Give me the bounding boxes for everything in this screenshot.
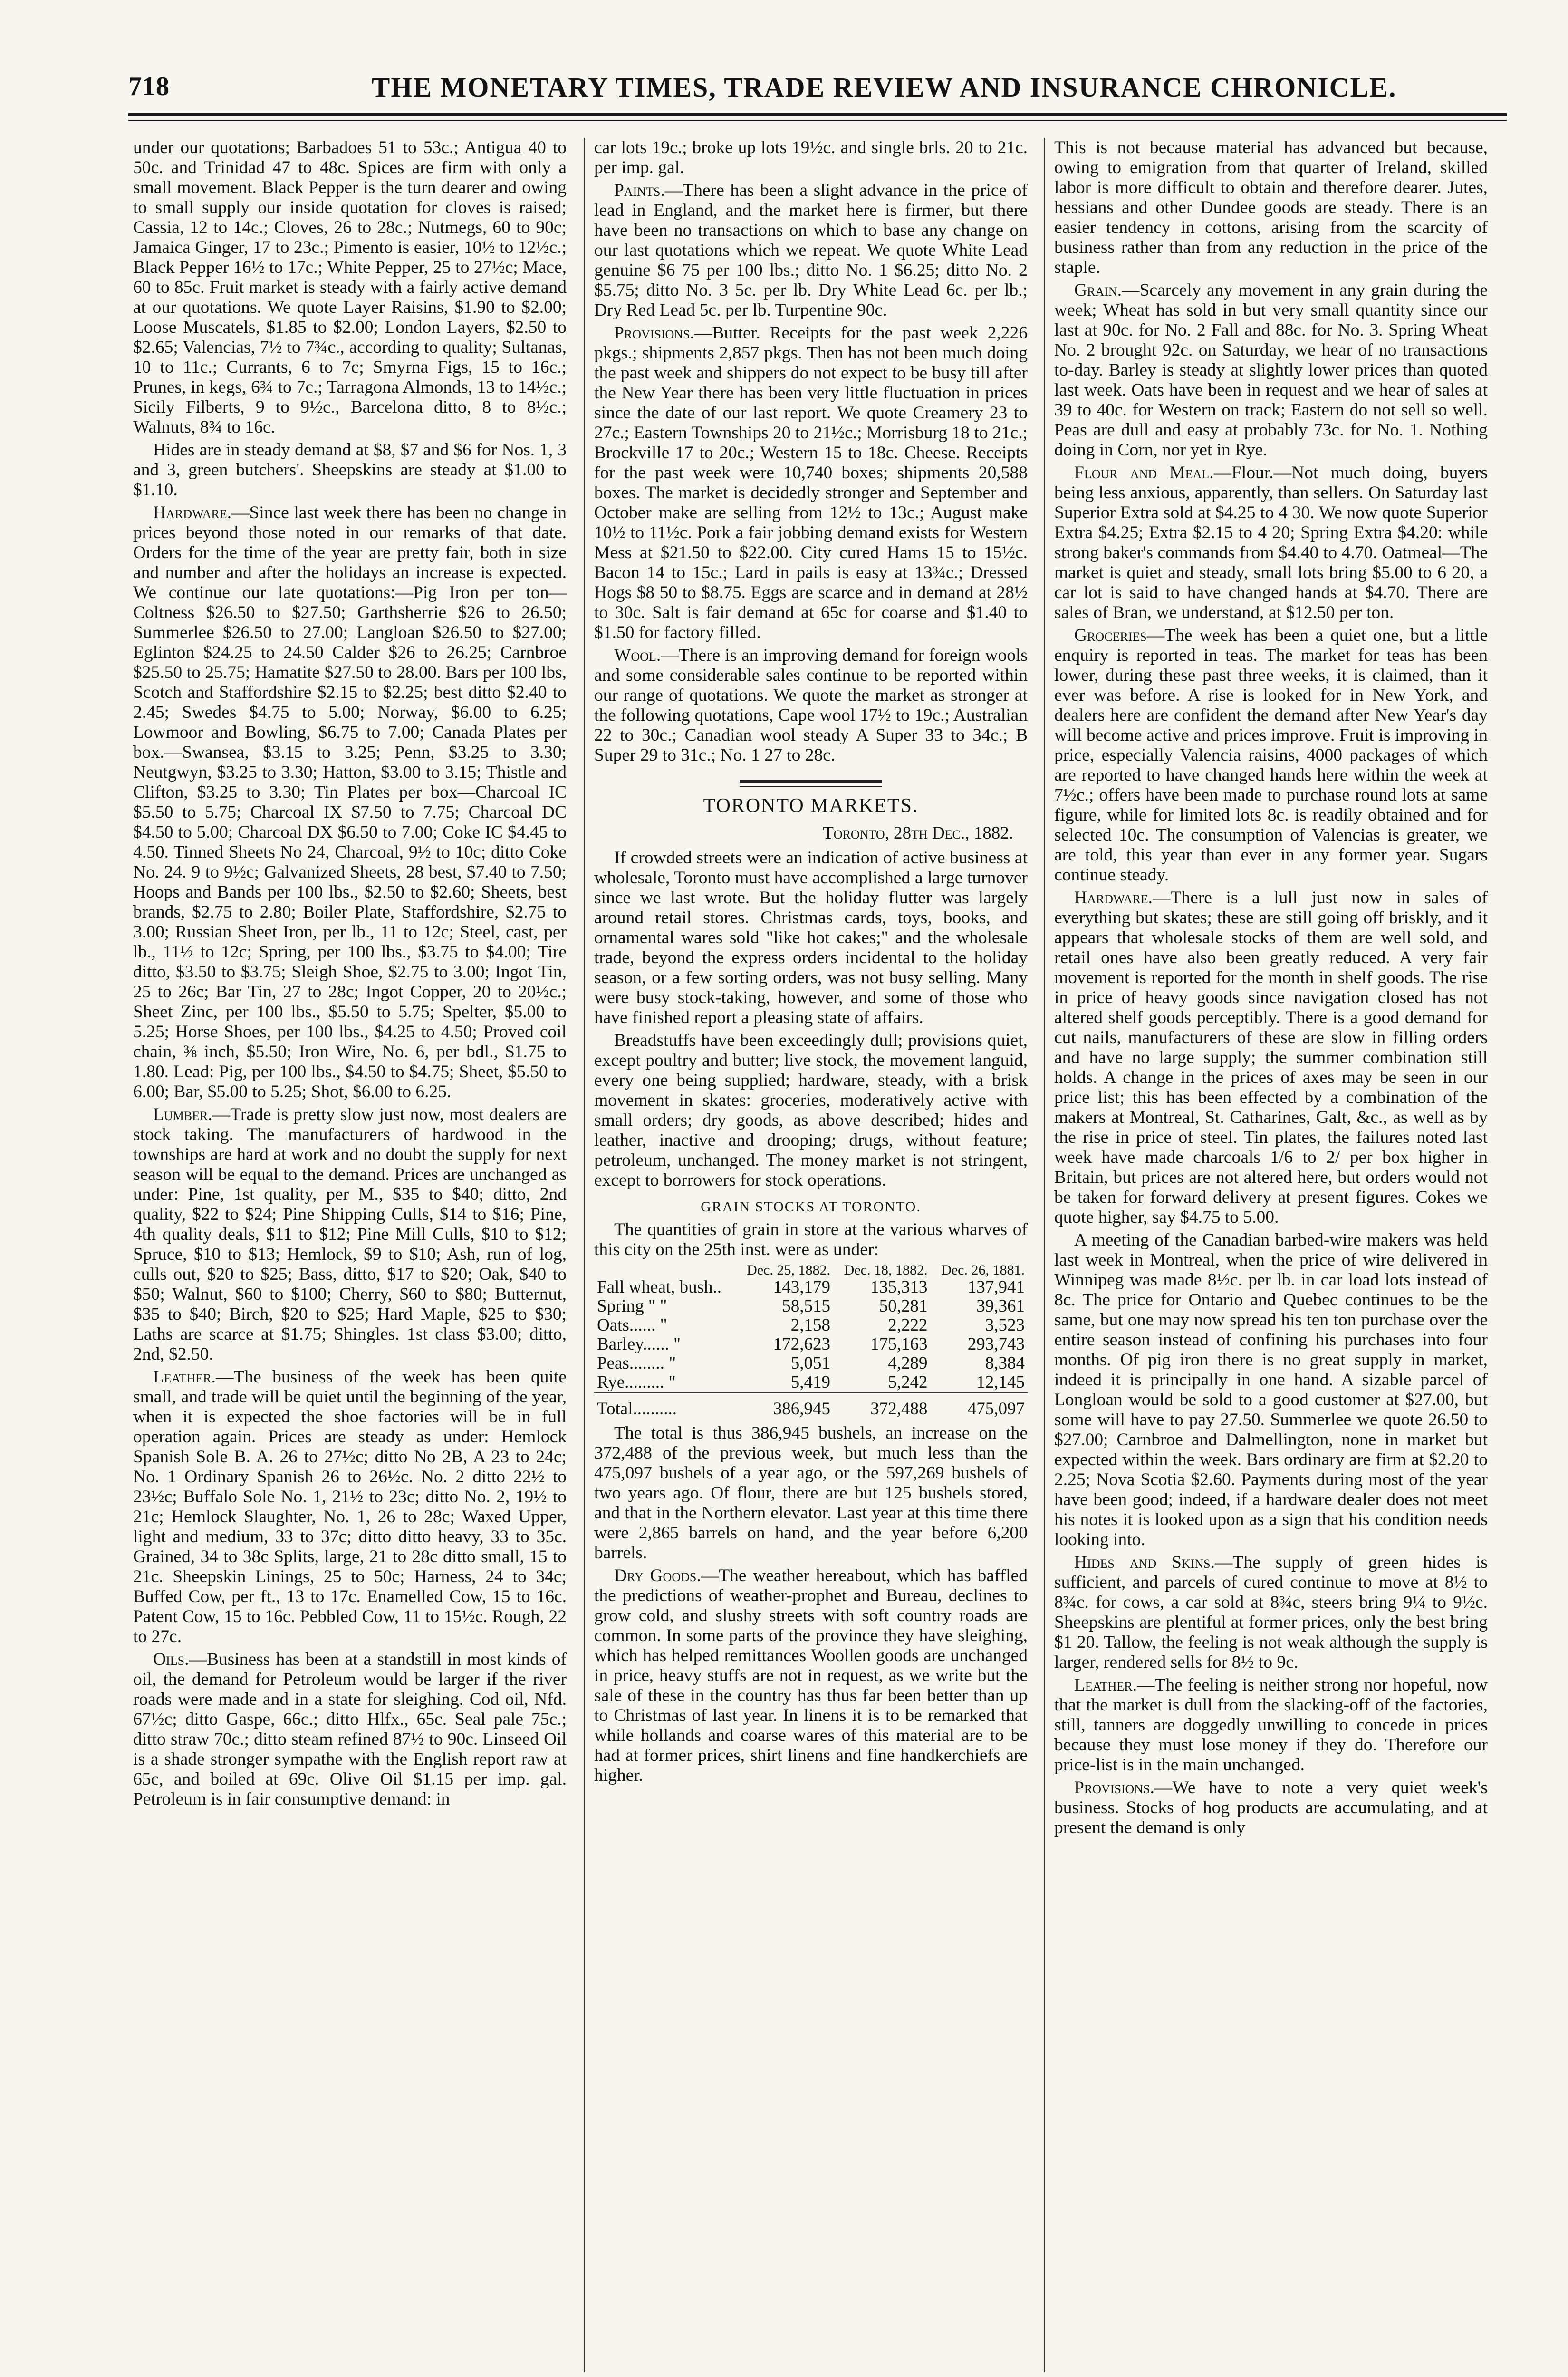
heading-wool: Wool. xyxy=(614,646,661,665)
heading-provisions-toronto: Provisions. xyxy=(1074,1778,1154,1797)
paragraph-leather xyxy=(133,1367,567,1647)
heading-hardware: Hardware. xyxy=(153,503,232,522)
paragraph-provisions xyxy=(594,323,1028,643)
text-grain: —Scarcely any movement in any grain during the week; Wheat has sold in but very small quantity since our last at 90c. for No. 2 Fall and 88c. for No. 3. Spring Wheat No. 2 brought 92c. on Saturday, we hear of no transactions to-day. Barley is steady at slightly lower prices than quoted last week. Oats have been in request and we hear of sales at 39 to 40c. for Western on track; Eastern do not sell so well. Peas are dull and easy at probably 73c. for No. 1. Nothing doing in Corn, nor yet in Rye. xyxy=(1054,280,1488,460)
table-cell: 8,384 xyxy=(985,1353,1025,1373)
paragraph-oils xyxy=(133,1650,567,1809)
paragraph-dry-goods-cont: This is not because material has advanced but because, owing to emigration from that quarter of Ireland, skilled labor is more difficult to obtain and therefore dearer. Jutes, hessians and other Dundee goods are steady. There is an easier tendency in cottons, arising from the scarcity of business rather than from any reduction in the price of the staple. xyxy=(1054,138,1488,277)
paragraph-grain-intro: The quantities of grain in store at the various wharves of this city on the 25th inst. were as under: xyxy=(594,1220,1028,1259)
table-row xyxy=(594,1335,1028,1354)
heading-leather: Leather. xyxy=(153,1367,216,1387)
paragraph-flour-meal xyxy=(1054,463,1488,623)
paragraph-paints xyxy=(594,181,1028,320)
paragraph-spices-fruit: under our quotations; Barbadoes 51 to 53c.; Antigua 40 to 50c. and Trinidad 47 to 48c. Spices are firm with only a small movement. Black Pepper is the turn dearer and owing to small supply our inside quotation for cloves is raised; Cassia, 12 to 14c.; Cloves, 26 to 28c.; Nutmegs, 60 to 90c; Jamaica Ginger, 17 to 23c.; Pimento is easier, 10½ to 12½c.; Black Pepper 16½ to 17c.; White Pepper, 25 to 27½c; Mace, 60 to 85c. Fruit market is steady with a fairly active demand at our quotations. We quote Layer Raisins, $1.90 to $2.00; Loose Muscatels, $1.85 to $2.00; London Layers, $2.50 to $2.65; Valencias, 7½ to 7¾c., according to quality; Sultanas, 10 to 11c.; Currants, 6 to 7c; Smyrna Figs, 15 to 16c.; Prunes, in kegs, 6¾ to 7c.; Tarragona Almonds, 13 to 14½c.; Sicily Filberts, 9 to 9½c., Barcelona ditto, 8 to 8½c.; Walnuts, 8¾ to 16c. xyxy=(133,138,567,437)
row-label: Oats...... " xyxy=(597,1315,667,1335)
text-paints: —There has been a slight advance in the price of lead in England, and the market here is firmer, but there have been no transactions on which to base any change on our last quotations which we repeat. We quote White Lead genuine $6 75 per 100 lbs.; ditto No. 1 $6.25; ditto No. 2 $5.75; ditto No. 3 5c. per lb. Dry White Lead 6c. per lb.; Dry Red Lead 5c. per lb. Turpentine 90c. xyxy=(594,181,1028,320)
table-cell: 135,313 xyxy=(870,1277,928,1297)
grain-table-header: Dec. 26, 1881. xyxy=(941,1262,1025,1278)
column-divider-2 xyxy=(1044,138,1045,2372)
table-cell: 2,158 xyxy=(790,1315,830,1335)
table-cell: 5,242 xyxy=(888,1372,928,1392)
paragraph-lumber xyxy=(133,1105,567,1364)
dateline: Toronto, 28th Dec., 1882. xyxy=(823,823,1013,843)
table-cell: 475,097 xyxy=(930,1392,1028,1419)
table-cell: 3,523 xyxy=(985,1315,1025,1335)
table-cell: 2,222 xyxy=(888,1315,928,1335)
heading-grain: Grain. xyxy=(1074,280,1122,300)
paragraph-grain xyxy=(1054,280,1488,460)
row-label: Rye......... " xyxy=(597,1372,676,1392)
column-divider-1 xyxy=(584,138,585,2372)
paragraph-groceries xyxy=(1054,626,1488,885)
table-cell: 143,179 xyxy=(773,1277,830,1297)
grain-table-header-row xyxy=(594,1263,1028,1278)
row-label: Barley...... " xyxy=(597,1334,681,1354)
table-cell: 39,361 xyxy=(976,1296,1025,1316)
text-leather: —The business of the week has been quite small, and trade will be quiet until the beginning of the year, when it is expected the shoe factories will be in full operation again. Prices are steady as under: Hemlock Spanish Sole B. A. 26 to 27½c; ditto No 2B, A 23 to 24c; No. 1 Ordinary Spanish 26 to 26½c. No. 2 ditto 22½ to 23½c; Buffalo Sole No. 1, 21½ to 23c; ditto No. 2, 19½ to 21c; Hemlock Slaughter, No. 1, 26 to 28c; Waxed Upper, light and medium, 33 to 37c; ditto ditto heavy, 33 to 35c. Grained, 34 to 38c Splits, large, 21 to 28c ditto small, 15 to 21c. Sheepskin Linings, 25 to 50c; Harness, 24 to 34c; Buffed Cow, per ft., 13 to 17c. Enamelled Cow, 15 to 16c. Patent Cow, 15 to 16c. Pebbled Cow, 11 to 15½c. Rough, 22 to 27c. xyxy=(133,1367,567,1646)
heading-dry-goods: Dry Goods. xyxy=(614,1566,701,1585)
grain-table-header: Dec. 25, 1882. xyxy=(747,1262,830,1278)
section-title-toronto-markets: TORONTO MARKETS. xyxy=(703,795,919,817)
text-groceries: —The week has been a quiet one, but a little enquiry is reported in teas. The market for teas has been lower, during these past three weeks, it is claimed, than it ever was before. A rise is looked for in New York, and dealers here are confident the demand after New Year's day will become active and prices improve. Fruit is improving in price, especially Valencia raisins, 4000 packages of which are reported to have changed hands here within the week at 7½c.; offers have been made to purchase round lots at same figure, while for limited lots 8c. is readily obtained and for selected 10c. The consumption of Valencias is greater, we are told, this year than ever in any former year. Sugars continue steady. xyxy=(1054,626,1488,885)
row-label: Peas........ " xyxy=(597,1353,676,1373)
heading-hides-skins: Hides and Skins. xyxy=(1074,1553,1215,1572)
page-number: 718 xyxy=(128,72,170,101)
heading-provisions: Provisions. xyxy=(614,323,694,343)
heading-hardware-toronto: Hardware. xyxy=(1074,888,1153,908)
table-cell: 12,145 xyxy=(976,1372,1025,1392)
table-row xyxy=(594,1297,1028,1316)
table-cell: 293,743 xyxy=(967,1334,1025,1354)
table-total-row xyxy=(594,1392,1028,1419)
text-hides-skins: —The supply of green hides is sufficient, and parcels of cured continue to move at 8½ to 8¾c. for cows, a car sold at 8¾c, steers bring 9¼ to 9½c. Sheepskins are plentiful at former prices, only the best bring $1 20. Tallow, the feeling is not weak although the supply is larger, rendered sells for 8½ to 9c. xyxy=(1054,1553,1488,1672)
table-cell: 137,941 xyxy=(967,1277,1025,1297)
paragraph-provisions-toronto xyxy=(1054,1778,1488,1838)
paragraph-leather-toronto xyxy=(1054,1675,1488,1775)
text-wool: —There is an improving demand for foreign wools and some considerable sales continue to be reported within our range of quotations. We quote the market as stronger at the following quotations, Cape wool 17½ to 19c.; Australian 22 to 30c.; Canadian wool steady A Super 33 to 34c.; B Super 29 to 31c.; No. 1 27 to 28c. xyxy=(594,646,1028,765)
paragraph-breadstuffs: Breadstuffs have been exceedingly dull; provisions quiet, except poultry and butter; live stock, the movement languid, every one being supplied; hardware, steady, with a brisk movement in skates: groceries, moderatively active with small orders; dry goods, as above described; hides and leather, inactive and drooping; drugs, without feature; petroleum, unchanged. The money market is not stringent, except to borrowers for stock operations. xyxy=(594,1031,1028,1190)
column-3 xyxy=(1054,138,1488,2377)
paragraph-hardware xyxy=(133,503,567,1102)
section-rule-thick xyxy=(740,780,882,783)
table-row xyxy=(594,1278,1028,1297)
table-cell: 4,289 xyxy=(888,1353,928,1373)
grain-stocks-table xyxy=(594,1263,1028,1419)
running-title: THE MONETARY TIMES, TRADE REVIEW AND INSURANCE CHRONICLE. xyxy=(371,72,1397,103)
table-cell: 172,623 xyxy=(773,1334,830,1354)
table-row xyxy=(594,1316,1028,1335)
section-rule-thin xyxy=(740,786,882,787)
heading-flour-meal: Flour and Meal. xyxy=(1074,463,1214,483)
text-lumber: —Trade is pretty slow just now, most dealers are stock taking. The manufacturers of hardwood in the townships are hard at work and no doubt the supply for next season will be equal to the demand. Prices are unchanged as under: Pine, 1st quality, per M., $35 to $40; ditto, 2nd quality, $22 to $24; Pine Shipping Culls, $14 to $16; Pine, 4th quality deals, $11 to $12; Pine Mill Culls, $10 to $12; Spruce, $10 to $13; Hemlock, $9 to $10; Ash, run of log, culls out, $20 to $25; Bass, ditto, $17 to $20; Oak, $40 to $50; Walnut, $60 to $100; Cherry, $60 to $80; Butternut, $35 to $40; Birch, $20 to $25; Hard Maple, $25 to $30; Laths are scarce at $1.75; Shingles. 1st class $3.00; ditto, 2nd, $2.50. xyxy=(133,1105,567,1364)
table-row xyxy=(594,1373,1028,1392)
paragraph-hides: Hides are in steady demand at $8, $7 and $6 for Nos. 1, 3 and 3, green butchers'. Sheepskins are steady at $1.00 to $1.10. xyxy=(133,440,567,500)
column-1 xyxy=(133,138,567,2377)
total-label: Total.......... xyxy=(594,1392,736,1419)
table-cell: 50,281 xyxy=(879,1296,928,1316)
text-flour-meal: —Flour.—Not much doing, buyers being less anxious, apparently, than sellers. On Saturday last Superior Extra sold at $4.25 to 4 30. We now quote Superior Extra $4.25; Extra $2.15 to 4 20; Spring Extra $4.20: while strong baker's commands from $4.40 to 4.70. Oatmeal—The market is quiet and steady, small lots bring $5.00 to 6 20, a car lot is said to have changed hands at $4.70. There are sales of Bran, we understand, at $12.50 per ton. xyxy=(1054,463,1488,622)
paragraph-oils-cont: car lots 19c.; broke up lots 19½c. and single brls. 20 to 21c. per imp. gal. xyxy=(594,138,1028,177)
row-label: Spring " " xyxy=(597,1296,667,1316)
text-hardware: —Since last week there has been no change in prices beyond those noted in our remarks of that date. Orders for the time of the year are pretty fair, both in size and number and after the holidays an increase is expected. We continue our late quotations:—Pig Iron per ton—Coltness $26.50 to $27.50; Garthsherrie $26 to 26.50; Summerlee $26.50 to 27.00; Langloan $26.50 to $27.00; Eglinton $24.25 to 24.50 Calder $26 to 26.25; Carnbroe $25.50 to 25.75; Hamatite $27.50 to 28.00. Bars per 100 lbs, Scotch and Staffordshire $2.15 to $2.25; best ditto $2.40 to 2.45; Swedes $4.75 to 5.00; Norway, $6.00 to 6.25; Lowmoor and Bowling, $6.75 to 7.00; Canada Plates per box.—Swansea, $3.15 to 3.25; Penn, $3.25 to 3.30; Neutgwyn, $3.25 to 3.30; Hatton, $3.00 to 3.15; Thistle and Clifton, $3.25 to 3.30; Tin Plates per box—Charcoal IC $5.50 to 5.75; Charcoal IX $7.50 to 7.75; Charcoal DC $4.50 to 5.00; Charcoal DX $6.50 to 7.00; Coke IC $4.45 to 4.50. Tinned Sheets No 24, Charcoal, 9½ to 10c; ditto Coke No. 24. 9 to 9½c; Galvanized Sheets, 28 best, $7.40 to 7.50; Hoops and Bands per 100 lbs., $2.50 to $2.60; Sheets, best brands, $2.75 to 2.80; Boiler Plate, Staffordshire, $2.75 to 3.00; Russian Sheet Iron, per lb., 11 to 12c; Steel, cast, per lb., 11½ to 12c; Spring, per 100 lbs., $3.75 to $4.00; Tire ditto, $3.50 to $3.75; Sleigh Shoe, $2.75 to 3.00; Ingot Tin, 25 to 26c; Bar Tin, 27 to 28c; Ingot Copper, 20 to 20½c.; Sheet Zinc, per 100 lbs., $5.50 to 5.75; Spelter, $5.00 to 5.25; Horse Shoes, per 100 lbs., $4.25 to 4.50; Proved coil chain, ⅜ inch, $5.50; Iron Wire, No. 6, per bdl., $1.75 to 1.80. Lead: Pig, per 100 lbs., $4.50 to $4.75; Sheet, $5.50 to 6.00; Bar, $5.00 to 5.25; Shot, $6.00 to 6.25. xyxy=(133,503,567,1102)
paragraph-barbed-wire: A meeting of the Canadian barbed-wire makers was held last week in Montreal, when the price of wire delivered in Winnipeg was made 8½c. per lb. in car load lots instead of 8c. The price for Ontario and Quebec continues to be the same, but one may now spread his ten ton purchase over the entire season instead of confining his purchases into four months. Of pig iron there is no great supply in market, indeed it is principally in one hand. A sizable parcel of Longloan would be sold to a good customer at $27.00, but some will have to pay 27.50. Summerlee we quote 26.50 to $27.00; Carnbroe and Dalmellington, none in market but expected within the week. Bars ordinary are firm at $2.20 to 2.25; Nova Scotia $2.60. Payments during most of the year have been good; indeed, if a hardware dealer does not meet his notes it is looked upon as a sign that his condition needs looking into. xyxy=(1054,1230,1488,1549)
table-cell: 58,515 xyxy=(782,1296,830,1316)
paragraph-hardware-toronto xyxy=(1054,888,1488,1227)
table-cell: 5,419 xyxy=(790,1372,830,1392)
heading-groceries: Groceries xyxy=(1074,626,1147,645)
subhead-grain-stocks: GRAIN STOCKS AT TORONTO. xyxy=(701,1199,921,1215)
table-cell: 386,945 xyxy=(736,1392,833,1419)
paragraph-hides-skins xyxy=(1054,1553,1488,1672)
table-cell: 372,488 xyxy=(833,1392,931,1419)
grain-table-header xyxy=(594,1263,736,1278)
text-leather-toronto: —The feeling is neither strong nor hopeful, now that the market is dull from the slacking-off of the factories, still, tanners are doggedly unwilling to concede in prices because they must lose money if they do. Therefore our price-list is in the main unchanged. xyxy=(1054,1675,1488,1775)
column-2 xyxy=(594,138,1028,2377)
paragraph-toronto-intro: If crowded streets were an indication of active business at wholesale, Toronto must have accomplished a large turnover since we last wrote. But the holiday flutter was largely around retail stores. Christmas cards, toys, books, and ornamental wares sold "like hot cakes;" and the wholesale trade, beyond the express orders incidental to the holiday season, or a few sorting orders, was not busy selling. Many were busy stock-taking, however, and some of those who have finished report a pleasing state of affairs. xyxy=(594,848,1028,1027)
heading-paints: Paints. xyxy=(614,181,665,200)
paragraph-grain-total: The total is thus 386,945 bushels, an increase on the 372,488 of the previous week, but much less than the 475,097 bushels of a year ago, or the 597,269 bushels of two years ago. Of flour, there are but 125 bushels stored, and that in the Northern elevator. Last year at this time there were 2,865 barrels on hand, and the year before 6,200 barrels. xyxy=(594,1423,1028,1563)
heading-oils: Oils. xyxy=(153,1650,189,1669)
paragraph-dry-goods xyxy=(594,1566,1028,1786)
header-rule-thin xyxy=(128,120,1507,121)
table-cell: 5,051 xyxy=(790,1353,830,1373)
paragraph-wool xyxy=(594,646,1028,765)
table-row xyxy=(594,1354,1028,1373)
row-label: Fall wheat, bush.. xyxy=(597,1277,722,1297)
text-oils: —Business has been at a standstill in most kinds of oil, the demand for Petroleum would be larger if the river roads were made and in a state for sleighing. Cod oil, Nfd. 67½c; ditto Gaspe, 66c.; ditto Hlfx., 65c. Seal pale 75c.; ditto straw 70c.; ditto steam refined 87½ to 90c. Linseed Oil is a shade stronger sympathe with the English report raw at 65c, and boiled at 69c. Olive Oil $1.15 per imp. gal. Petroleum is in fair consumptive demand: in xyxy=(133,1650,567,1809)
heading-lumber: Lumber. xyxy=(153,1105,212,1124)
heading-leather-toronto: Leather. xyxy=(1074,1675,1137,1695)
text-provisions-toronto: —We have to note a very quiet week's business. Stocks of hog products are accumulating, and at present the demand is only xyxy=(1054,1778,1488,1837)
header-rule-thick xyxy=(128,113,1507,116)
grain-table-header: Dec. 18, 1882. xyxy=(844,1262,928,1278)
table-cell: 175,163 xyxy=(870,1334,928,1354)
text-provisions: —Butter. Receipts for the past week 2,226 pkgs.; shipments 2,857 pkgs. Then has not been much doing the past week and shippers do not expect to be busy till after the New Year there has been very little fluctuation in prices since the date of our last report. We quote Creamery 23 to 27c.; Eastern Townships 20 to 21½c.; Morrisburg 18 to 21c.; Brockville 17 to 20c.; Western 15 to 18c. Cheese. Receipts for the past week were 10,740 boxes; shipments 20,588 boxes. The market is decidedly stronger and September and October make are selling from 12½ to 13c.; August make 10½ to 11½c. Pork a fair jobbing demand exists for Western Mess at $21.50 to $22.00. City cured Hams 15 to 15½c. Bacon 14 to 15c.; Lard in pails is easy at 13¾c.; Dressed Hogs $8 50 to $8.75. Eggs are scarce and in demand at 28½ to 30c. Salt is fair demand at 65c for coarse and $1.40 to $1.50 for factory filled. xyxy=(594,323,1028,642)
text-dry-goods: —The weather hereabout, which has baffled the predictions of weather-prophet and Bureau, declines to grow cold, and slushy streets with soft country roads are common. In some parts of the province they have sleighing, which has helped remittances Woollen goods are unchanged in price, heavy stuffs are not in request, as we write but the sale of these in the country has thus far been better than up to Christmas of last year. In linens it is to be remarked that while hollands and coarse wares of this material are to be had at former prices, shirt linens and fine handkerchiefs are higher. xyxy=(594,1566,1028,1785)
text-hardware-toronto: —There is a lull just now in sales of everything but skates; these are still going off briskly, and it appears that wholesale stocks of them are well sold, and retail ones have also been greatly reduced. A very fair movement is reported for the month in shelf goods. The rise in price of heavy goods since navigation closed has not altered shelf goods perceptibly. There is a good demand for cut nails, manufacturers of these are slow in filling orders and have no large supply; the summer combination still holds. A change in the prices of axes may be seen in our price list; this has been effected by a combination of the makers at Montreal, St. Catharines, Galt, &c., as well as by the rise in price of steel. Tin plates, the failures noted last week have made charcoals 1/6 to 2/ per box higher in Britain, but prices are not altered here, but orders would not be taken for forward delivery at present figures. Cokes we quote higher, say $4.75 to 5.00. xyxy=(1054,888,1488,1227)
